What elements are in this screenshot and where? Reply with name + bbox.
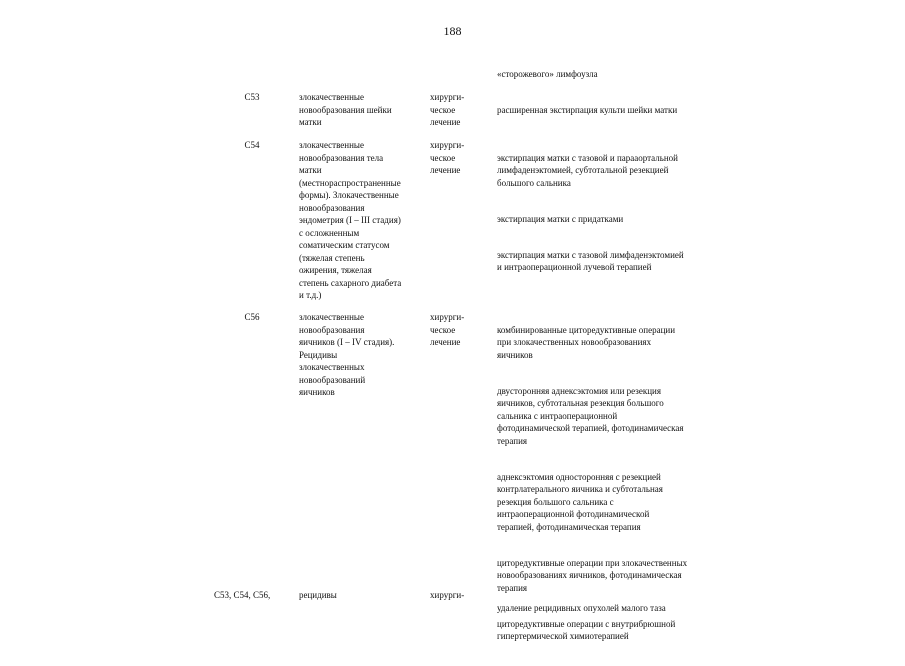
row-code: C53 xyxy=(244,92,260,102)
row-treatment: хирурги- ческое лечение xyxy=(430,92,465,127)
row-methods xyxy=(497,91,737,140)
method-item: комбинированные циторедуктивные операции при злокачественных новообразованиях яичников xyxy=(497,324,676,360)
row-diagnosis: злокачественные новообразования яичников (I – IV стадия). Рецидивы злокачественных новообразований яичников xyxy=(299,312,395,397)
row-treatment: хирурги- ческое лечение xyxy=(430,312,465,347)
row-treatment: хирурги- ческое лечение xyxy=(430,140,465,175)
row-treatment: хирурги- xyxy=(430,590,465,600)
method-item: аднексэктомия односторонняя с резекцией контрлатерального яичника и субтотальная резекция большого сальника с интраоперационной фотодинамической терапией, фотодинамическая терапия xyxy=(497,471,663,532)
method-item: циторедуктивные операции при злокачественных новообразованиях яичников, фотодинамическая терапия xyxy=(497,557,688,593)
method-item: удаление рецидивных опухолей малого таза xyxy=(497,602,666,613)
row-diagnosis: рецидивы xyxy=(299,590,337,600)
continuation-text: «сторожевого» лимфоузла xyxy=(497,69,598,79)
row-code: C53, C54, C56, xyxy=(214,590,271,600)
row-methods xyxy=(497,139,737,297)
row-code: C54 xyxy=(244,140,260,150)
method-item: экстирпация матки с тазовой лимфаденэктомией и интраоперационной лучевой терапией xyxy=(497,249,684,272)
method-item: экстирпация матки с придатками xyxy=(497,213,624,224)
row-methods xyxy=(497,589,737,638)
method-item: расширенная экстирпация культи шейки матки xyxy=(497,104,678,115)
row-code: C56 xyxy=(244,312,260,322)
method-item: циторедуктивные операции с внутрибрюшной гипертермической химиотерапией xyxy=(497,618,676,641)
row-diagnosis: злокачественные новообразования шейки матки xyxy=(299,92,392,127)
method-item: двусторонняя аднексэктомия или резекция яичников, субтотальная резекция большого сальника с интраоперационной фотодинамической терапией, фотодинамическая терапия xyxy=(497,385,684,446)
method-item: экстирпация матки с тазовой и парааортальной лимфаденэктомией, субтотальной резекцией большого сальника xyxy=(497,152,678,188)
row-diagnosis: злокачественные новообразования тела матки (местнораспространенные формы). Злокачественные новообразования эндометрия (I – III стадия) с осложненным соматическим статусом (тяжелая степень ожирения, тяжелая степень сахарного диабета и т.д.) xyxy=(299,140,402,300)
page-number: 188 xyxy=(443,24,462,38)
